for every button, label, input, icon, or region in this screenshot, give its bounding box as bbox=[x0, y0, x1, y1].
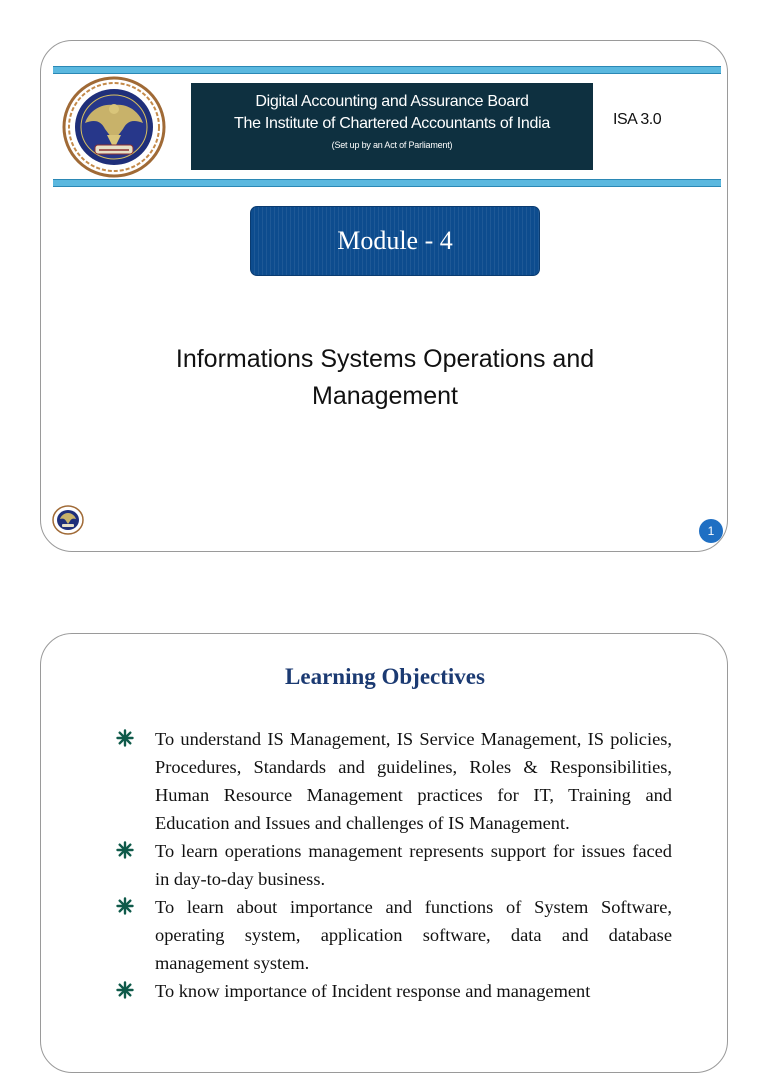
institute-name: The Institute of Chartered Accountants of India bbox=[234, 115, 550, 132]
objective-text: To understand IS Management, IS Service Management, IS policies, Procedures, Standards and guidelines, Roles & Responsibilities, Human Resource Management practices for IT, Training and Education and Issues and challenges of IS Management. bbox=[155, 729, 672, 833]
header-top-bar bbox=[53, 66, 721, 74]
objectives-list bbox=[116, 725, 672, 1005]
icai-emblem-icon bbox=[61, 75, 167, 179]
list-item bbox=[116, 893, 672, 977]
title-slide bbox=[40, 40, 728, 552]
objectives-slide bbox=[40, 633, 728, 1073]
objective-text: To learn about importance and functions of System Software, operating system, application software, data and database management system. bbox=[155, 897, 672, 973]
star-bullet-icon bbox=[116, 841, 134, 859]
page-number-badge: 1 bbox=[699, 519, 723, 543]
isa-version-label: ISA 3.0 bbox=[613, 111, 662, 128]
board-name: Digital Accounting and Assurance Board bbox=[255, 93, 529, 110]
list-item bbox=[116, 837, 672, 893]
objective-text: To know importance of Incident response and management bbox=[155, 981, 591, 1001]
module-badge: Module - 4 bbox=[250, 206, 540, 276]
star-bullet-icon bbox=[116, 981, 134, 999]
objective-text: To learn operations management represents support for issues faced in day-to-day business. bbox=[155, 841, 672, 889]
header-bottom-bar bbox=[53, 179, 721, 187]
objectives-heading: Learning Objectives bbox=[285, 664, 485, 689]
list-item bbox=[116, 725, 672, 837]
list-item bbox=[116, 977, 672, 1005]
institute-subtitle: (Set up by an Act of Parliament) bbox=[331, 140, 453, 150]
slide-title: Informations Systems Operations and Management bbox=[175, 345, 595, 410]
star-bullet-icon bbox=[116, 897, 134, 915]
icai-emblem-small-icon bbox=[52, 505, 84, 535]
star-bullet-icon bbox=[116, 729, 134, 747]
board-banner bbox=[191, 83, 593, 170]
